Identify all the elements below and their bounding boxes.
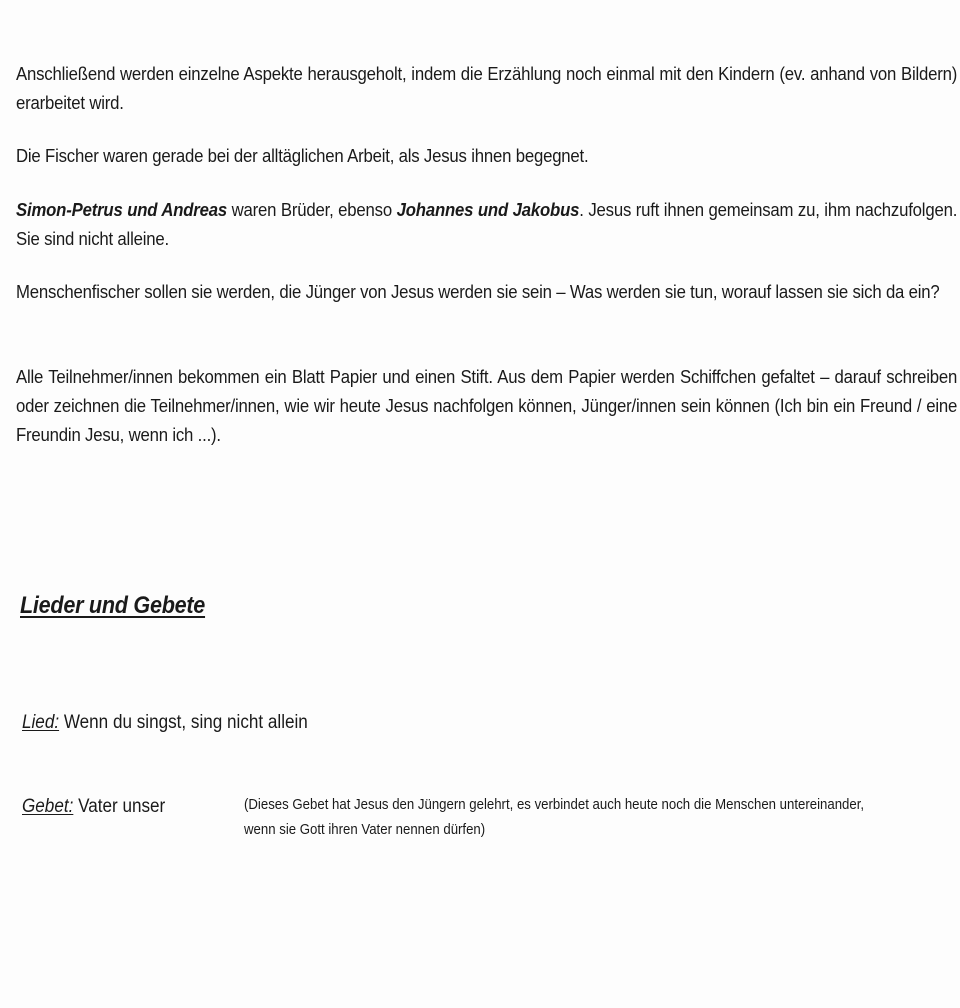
gebet-line [22,794,165,820]
lied-label: Lied: [22,712,60,733]
lied-line [22,710,308,736]
gebet-note: (Dieses Gebet hat Jesus den Jüngern gelehrt, es verbindet auch heute noch die Menschen untereinander, wenn sie Gott ihren Vater nennen dürfen) [244,796,865,838]
paragraph-schiffchen: Alle Teilnehmer/innen bekommen ein Blatt Papier und einen Stift. Aus dem Papier werden Schiffchen gefaltet – darauf schreiben oder zeichnen die Teilnehmer/innen, wie wir heute Jesus nachfolgen können, Jünger/innen sein können (Ich bin ein Freund / eine Freundin Jesu, wenn ich ...). [16,367,958,445]
text-nachfolgen: . Jesus ruft ihnen gemeinsam zu, ihm nachzufolgen. Sie sind nicht alleine. [16,200,958,249]
lied-title: Wenn du singst, sing nicht allein [59,712,308,733]
gebet-label: Gebet: [22,796,74,817]
gebet-title: Vater unser [73,796,166,817]
paragraph-aspekte: Anschließend werden einzelne Aspekte herausgeholt, indem die Erzählung noch einmal mit den Kindern (ev. anhand von Bildern) erarbeitet wird. [16,64,958,113]
section-heading-lieder-gebete: Lieder und Gebete [20,592,206,619]
names-johannes-jakobus: Johannes und Jakobus [396,200,580,220]
paragraph-brueder [16,196,957,254]
paragraph-menschenfischer: Menschenfischer sollen sie werden, die Jünger von Jesus werden sie sein – Was werden sie tun, worauf lassen sie sich da ein? [16,282,940,302]
text-brueder: waren Brüder, ebenso [227,200,397,220]
names-simon-andreas: Simon-Petrus und Andreas [16,200,228,220]
paragraph-fischer: Die Fischer waren gerade bei der alltäglichen Arbeit, als Jesus ihnen begegnet. [16,146,589,166]
